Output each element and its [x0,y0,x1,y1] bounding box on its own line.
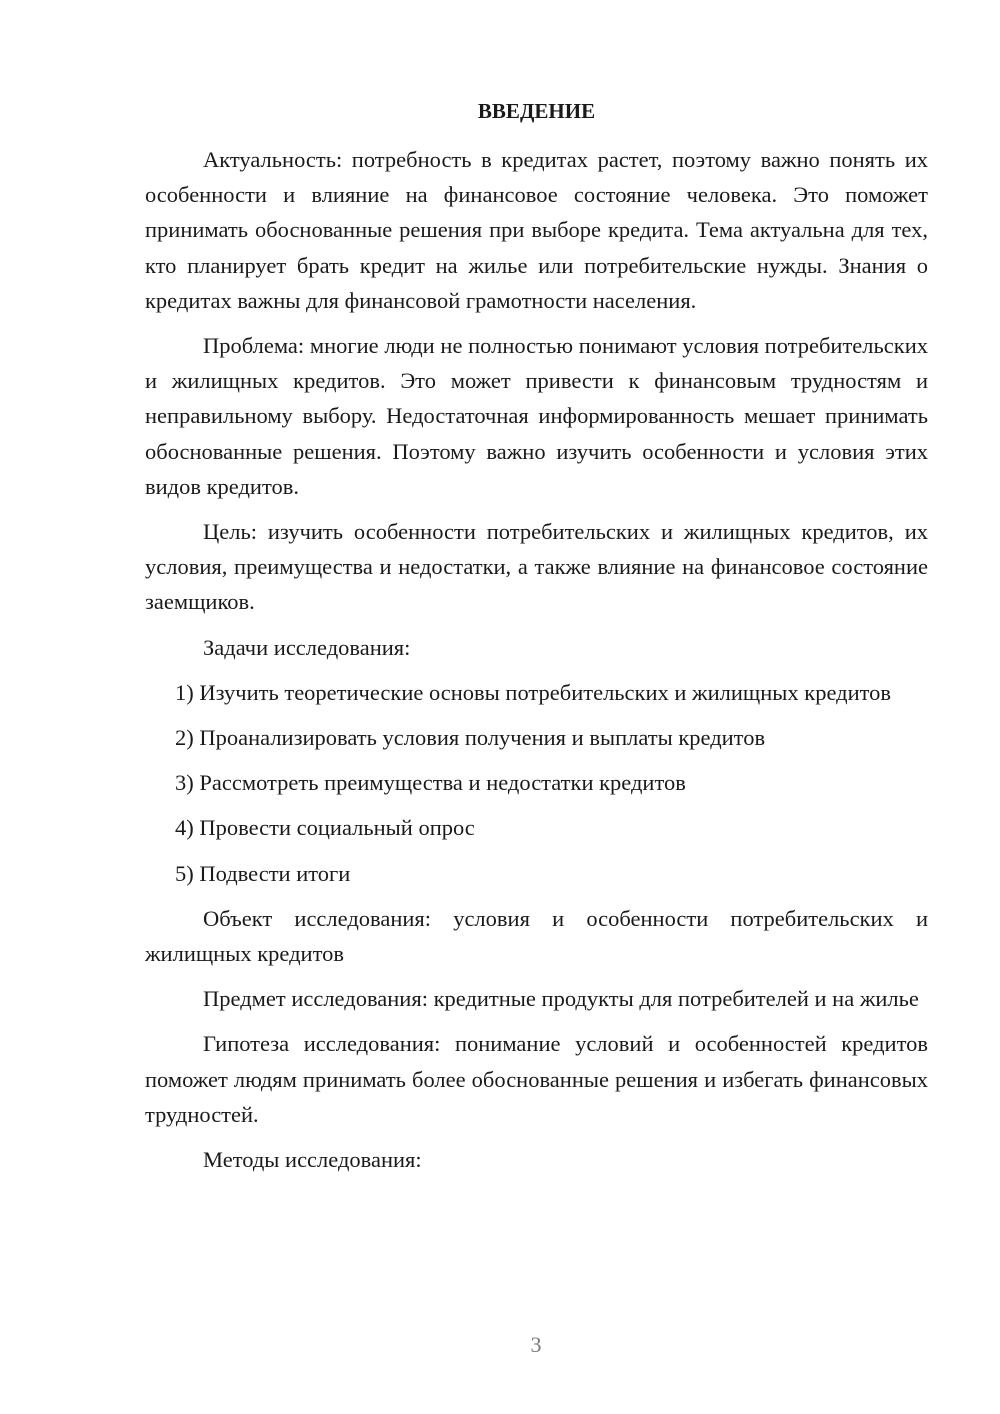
tasks-heading: Задачи исследования: [203,634,411,660]
problem-paragraph: Проблема: многие люди не полностью понимают условия потребительских и жилищных кредитов. Это может привести к финансовым трудностям и неправильному выбору. Недостаточная информированность мешает принимать обоснованные решения. Поэтому важно изучить особенности и условия этих видов кредитов. [145,333,928,499]
task-item: 4) Провести социальный опрос [175,815,475,841]
document-page [145,96,928,1177]
page-number: 3 [530,1332,542,1357]
task-item: 1) Изучить теоретические основы потребительских и жилищных кредитов [175,679,892,705]
task-item: 3) Рассмотреть преимущества и недостатки кредитов [175,770,686,796]
task-item: 2) Проанализировать условия получения и выплаты кредитов [175,725,766,751]
goal-paragraph: Цель: изучить особенности потребительских и жилищных кредитов, их условия, преимущества и недостатки, а также влияние на финансовое состояние заемщиков. [145,519,928,615]
relevance-paragraph: Актуальность: потребность в кредитах растет, поэтому важно понять их особенности и влияние на финансовое состояние человека. Это поможет принимать обоснованные решения при выборе кредита. Тема актуальна для тех, кто планирует брать кредит на жилье или потребительские нужды. Знания о кредитах важны для финансовой грамотности населения. [145,147,928,313]
task-item: 5) Подвести итоги [175,860,351,886]
hypothesis-paragraph: Гипотеза исследования: понимание условий и особенностей кредитов поможет людям принимать более обоснованные решения и избегать финансовых трудностей. [145,1031,928,1127]
object-paragraph: Объект исследования: условия и особенности потребительских и жилищных кредитов [145,905,928,967]
tasks-list [145,675,928,891]
methods-heading: Методы исследования: [203,1147,422,1173]
subject-paragraph: Предмет исследования: кредитные продукты для потребителей и на жилье [203,986,919,1012]
section-title: ВВЕДЕНИЕ [477,99,596,123]
